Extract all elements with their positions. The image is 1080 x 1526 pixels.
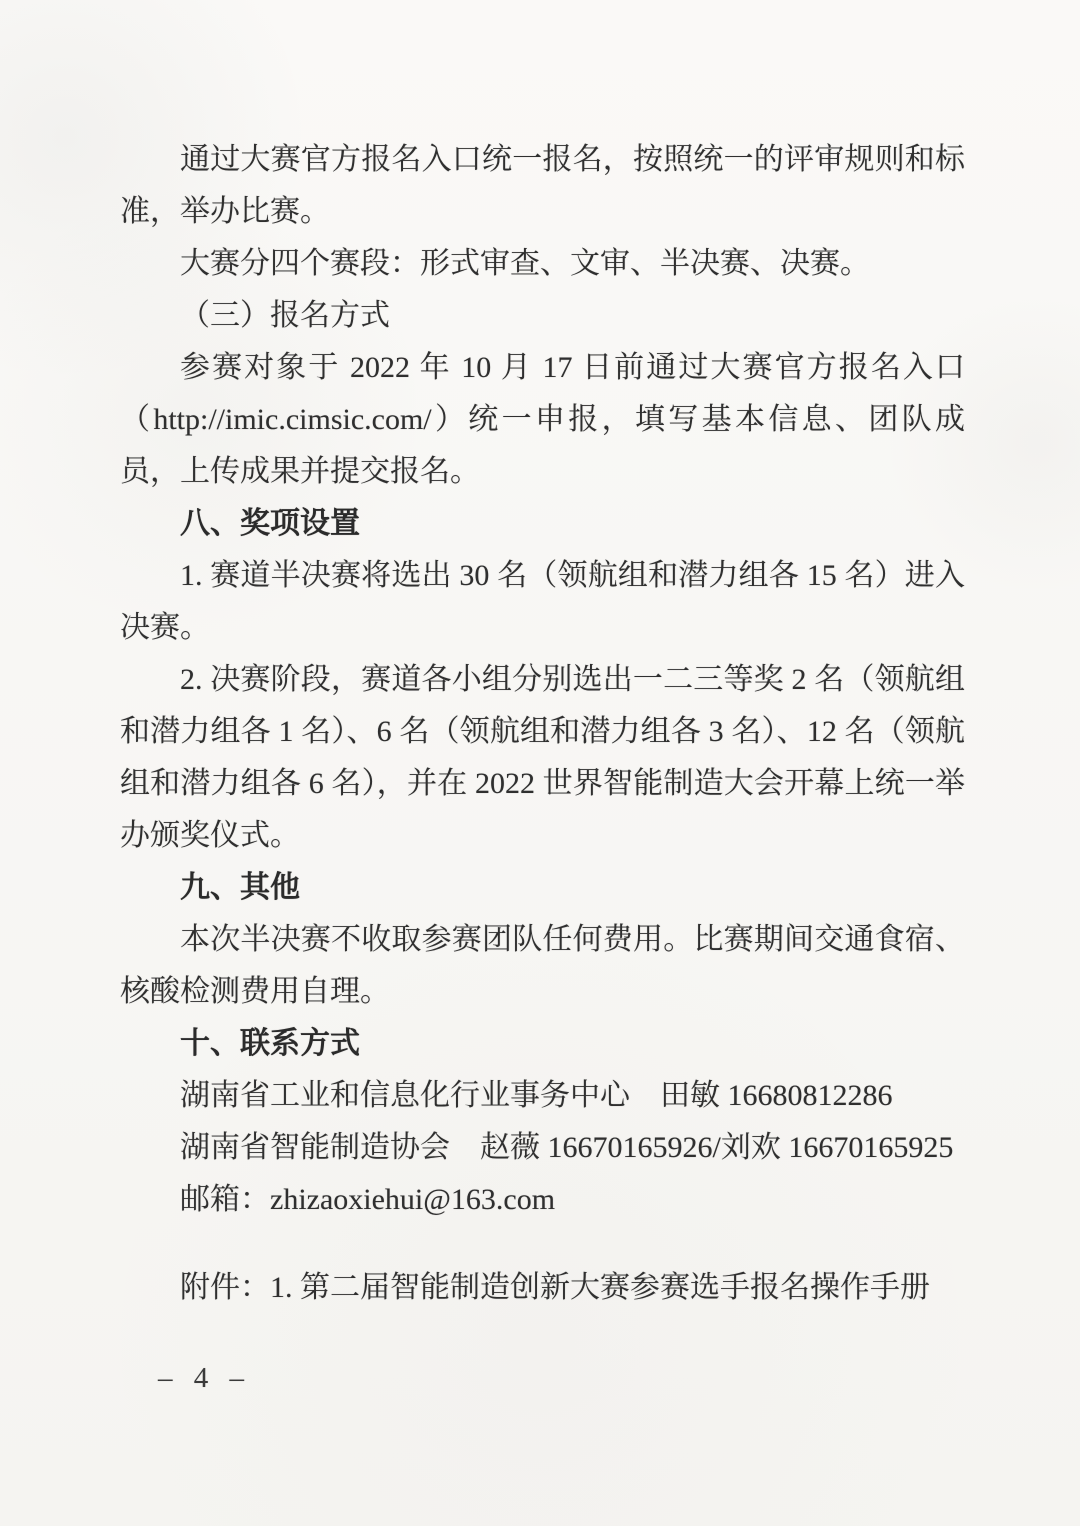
contact-line: 邮箱：zhizaoxiehui@163.com <box>180 1183 556 1216</box>
document-paragraph: 2. 决赛阶段，赛道各小组分别选出一二三等奖 2 名（领航组和潜力组各 1 名）、6 名（领航组和潜力组各 3 名）、12 名（领航组和潜力组各 6 名），并在 2022 世界智能制造大会开幕上统一举办颁奖仪式。 <box>120 663 965 852</box>
document-paragraph: 大赛分四个赛段：形式审查、文审、半决赛、决赛。 <box>180 247 870 280</box>
section-heading: 九、其他 <box>180 871 300 904</box>
document-body <box>120 134 965 1314</box>
contact-line: 湖南省智能制造协会 赵薇 16670165926/刘欢 16670165925 <box>180 1131 954 1164</box>
document-paragraph: （三）报名方式 <box>180 299 390 332</box>
document-paragraph: 1. 赛道半决赛将选出 30 名（领航组和潜力组各 15 名）进入决赛。 <box>120 559 965 644</box>
attachment-line: 附件：1. 第二届智能制造创新大赛参赛选手报名操作手册 <box>180 1271 930 1304</box>
document-paragraph: 参赛对象于 2022 年 10 月 17 日前通过大赛官方报名入口（http://imic.cimsic.com/）统一申报，填写基本信息、团队成员，上传成果并提交报名。 <box>120 351 965 488</box>
document-paragraph: 本次半决赛不收取参赛团队任何费用。比赛期间交通食宿、核酸检测费用自理。 <box>120 923 965 1008</box>
contact-line: 湖南省工业和信息化行业事务中心 田敏 16680812286 <box>180 1079 893 1112</box>
section-heading: 十、联系方式 <box>180 1027 360 1060</box>
page-number: – 4 – <box>158 1362 251 1394</box>
section-heading: 八、奖项设置 <box>180 507 360 540</box>
document-paragraph: 通过大赛官方报名入口统一报名，按照统一的评审规则和标准，举办比赛。 <box>120 143 965 228</box>
